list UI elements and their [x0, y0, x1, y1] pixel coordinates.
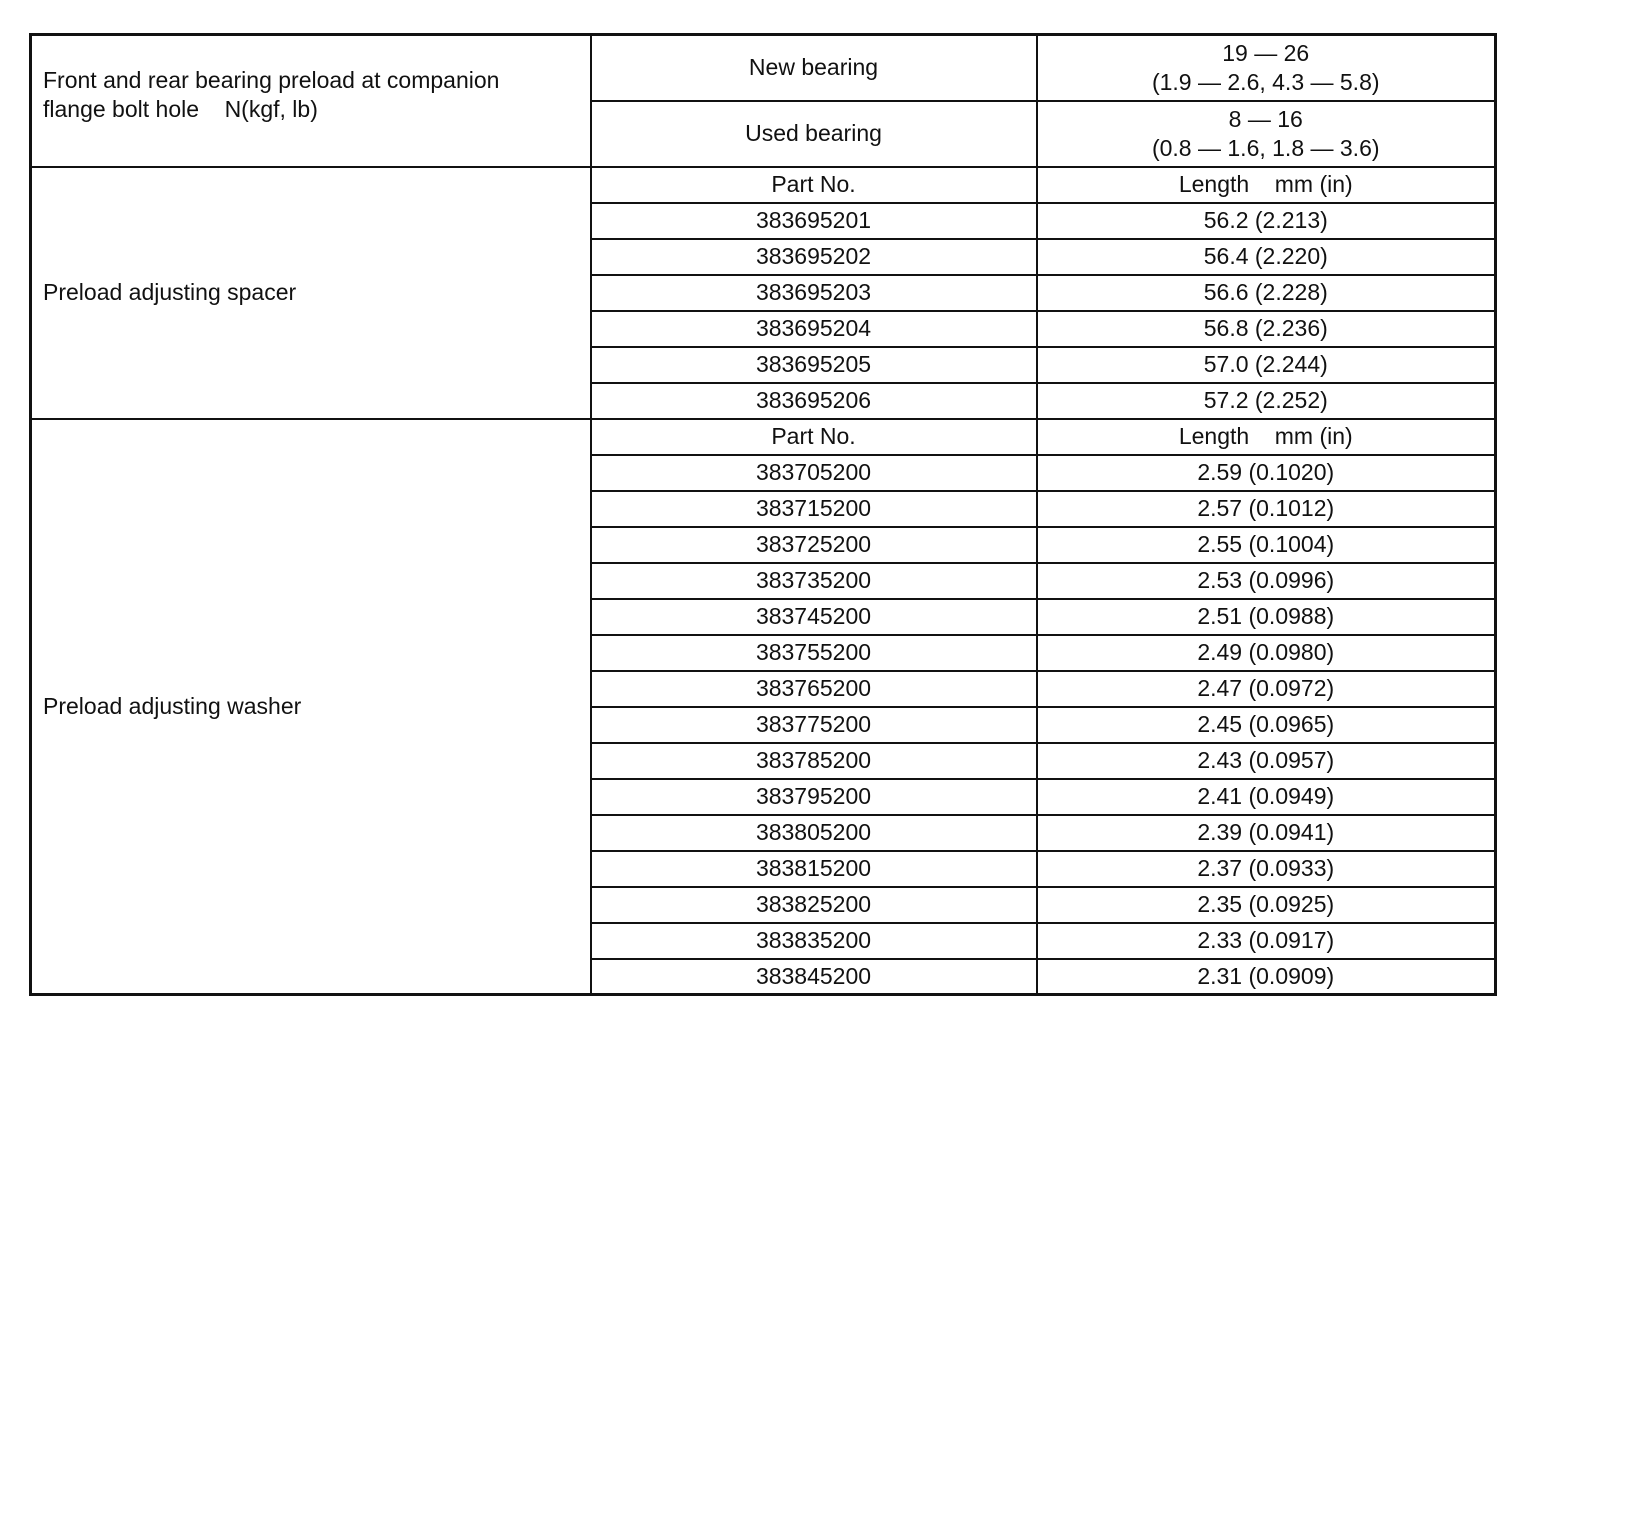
- length-value: 2.57 (0.1012): [1037, 491, 1496, 527]
- part-number: 383835200: [591, 923, 1037, 959]
- length-value: 2.45 (0.0965): [1037, 707, 1496, 743]
- preload-condition-used: Used bearing: [591, 101, 1037, 167]
- part-number: 383825200: [591, 887, 1037, 923]
- length-value: 2.49 (0.0980): [1037, 635, 1496, 671]
- preload-value-used-line2: (0.8 — 1.6, 1.8 — 3.6): [1151, 134, 1380, 161]
- length-value: 2.39 (0.0941): [1037, 815, 1496, 851]
- part-number: 383795200: [591, 779, 1037, 815]
- preload-label-line1: Front and rear bearing preload at companion: [43, 67, 500, 93]
- spacer-label: Preload adjusting spacer: [31, 167, 591, 419]
- preload-label-cell: [31, 35, 591, 167]
- preload-condition-new: New bearing: [591, 35, 1037, 101]
- length-value: 2.41 (0.0949): [1037, 779, 1496, 815]
- part-number: 383695201: [591, 203, 1037, 239]
- part-number: 383755200: [591, 635, 1037, 671]
- length-value: 2.59 (0.1020): [1037, 455, 1496, 491]
- table-row: [31, 35, 1496, 101]
- length-value: 2.51 (0.0988): [1037, 599, 1496, 635]
- spacer-header-length: Length mm (in): [1037, 167, 1496, 203]
- part-number: 383785200: [591, 743, 1037, 779]
- length-value: 57.0 (2.244): [1037, 347, 1496, 383]
- preload-value-used-line1: 8 — 16: [1228, 105, 1303, 132]
- part-number: 383745200: [591, 599, 1037, 635]
- washer-header-row: [31, 419, 1496, 455]
- part-number: 383695203: [591, 275, 1037, 311]
- length-value: 2.31 (0.0909): [1037, 959, 1496, 995]
- part-number: 383725200: [591, 527, 1037, 563]
- part-number: 383715200: [591, 491, 1037, 527]
- part-number: 383735200: [591, 563, 1037, 599]
- part-number: 383695206: [591, 383, 1037, 419]
- length-value: 2.43 (0.0957): [1037, 743, 1496, 779]
- part-number: 383695204: [591, 311, 1037, 347]
- length-value: 2.35 (0.0925): [1037, 887, 1496, 923]
- length-value: 57.2 (2.252): [1037, 383, 1496, 419]
- length-value: 2.53 (0.0996): [1037, 563, 1496, 599]
- part-number: 383815200: [591, 851, 1037, 887]
- length-value: 56.8 (2.236): [1037, 311, 1496, 347]
- washer-label: Preload adjusting washer: [31, 419, 591, 995]
- preload-value-new: [1037, 35, 1496, 101]
- length-value: 56.2 (2.213): [1037, 203, 1496, 239]
- preload-value-new-line2: (1.9 — 2.6, 4.3 — 5.8): [1151, 68, 1380, 95]
- length-value: 56.6 (2.228): [1037, 275, 1496, 311]
- spacer-header-part: Part No.: [591, 167, 1037, 203]
- part-number: 383805200: [591, 815, 1037, 851]
- length-value: 2.37 (0.0933): [1037, 851, 1496, 887]
- length-value: 2.55 (0.1004): [1037, 527, 1496, 563]
- preload-value-used: [1037, 101, 1496, 167]
- length-value: 56.4 (2.220): [1037, 239, 1496, 275]
- length-value: 2.33 (0.0917): [1037, 923, 1496, 959]
- washer-header-part: Part No.: [591, 419, 1037, 455]
- spec-table: [29, 33, 1497, 996]
- washer-header-length: Length mm (in): [1037, 419, 1496, 455]
- part-number: 383845200: [591, 959, 1037, 995]
- preload-label-line2: flange bolt hole N(kgf, lb): [43, 96, 318, 122]
- part-number: 383695202: [591, 239, 1037, 275]
- part-number: 383695205: [591, 347, 1037, 383]
- part-number: 383705200: [591, 455, 1037, 491]
- preload-value-new-line1: 19 — 26: [1222, 39, 1310, 66]
- length-value: 2.47 (0.0972): [1037, 671, 1496, 707]
- part-number: 383775200: [591, 707, 1037, 743]
- spacer-header-row: [31, 167, 1496, 203]
- part-number: 383765200: [591, 671, 1037, 707]
